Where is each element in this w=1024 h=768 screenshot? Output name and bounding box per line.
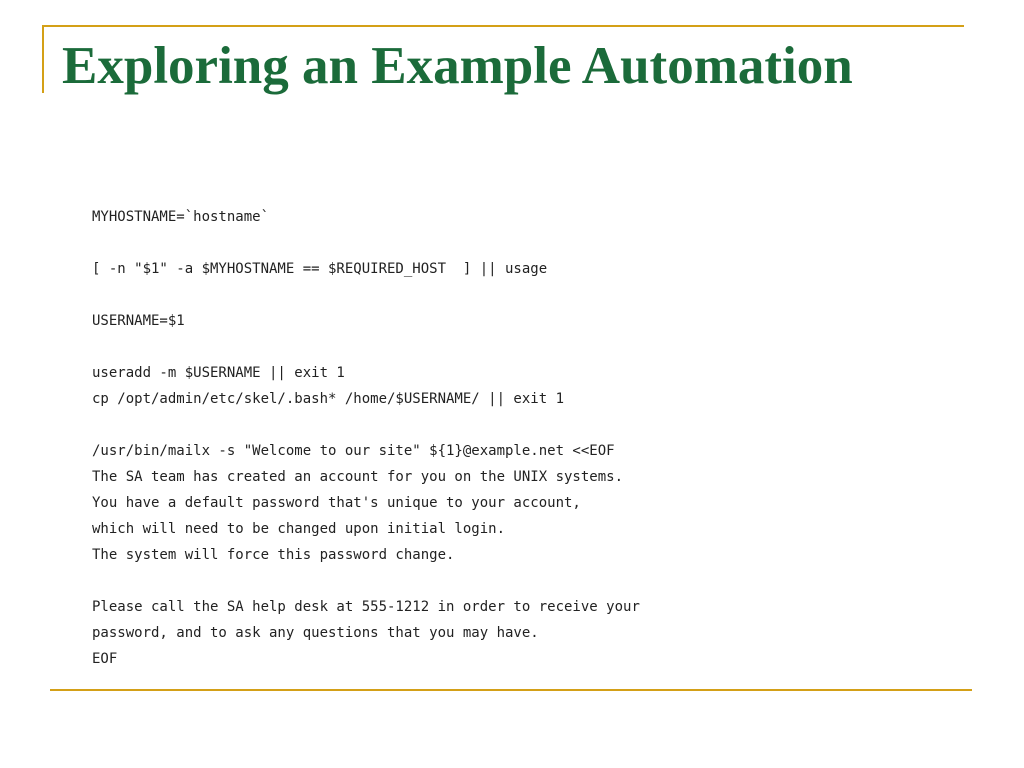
code-line: which will need to be changed upon initial login.	[92, 521, 506, 537]
code-line	[92, 282, 952, 308]
code-line	[92, 568, 952, 594]
top-border-line	[42, 25, 964, 27]
code-line: password, and to ask any questions that you may have.	[92, 625, 539, 641]
code-line	[92, 230, 952, 256]
slide-title: Exploring an Example Automation	[62, 37, 853, 95]
code-line: EOF	[92, 651, 118, 667]
code-line: MYHOSTNAME=`hostname`	[92, 209, 270, 225]
code-line: The system will force this password change.	[92, 547, 455, 563]
code-line: useradd -m $USERNAME || exit 1	[92, 365, 345, 381]
code-line	[92, 334, 952, 360]
code-line: cp /opt/admin/etc/skel/.bash* /home/$USERNAME/ || exit 1	[92, 391, 565, 407]
code-line: [ -n "$1" -a $MYHOSTNAME == $REQUIRED_HOST ] || usage	[92, 261, 548, 277]
code-line: Please call the SA help desk at 555-1212 in order to receive your	[92, 599, 640, 615]
bottom-border-line	[50, 689, 972, 691]
code-line: The SA team has created an account for you on the UNIX systems.	[92, 469, 624, 485]
code-line: /usr/bin/mailx -s "Welcome to our site" ${1}@example.net <<EOF	[92, 443, 615, 459]
code-line	[92, 412, 952, 438]
left-border-line	[42, 25, 44, 93]
code-line: You have a default password that's unique to your account,	[92, 495, 581, 511]
code-line: USERNAME=$1	[92, 313, 185, 329]
code-block	[92, 204, 952, 672]
